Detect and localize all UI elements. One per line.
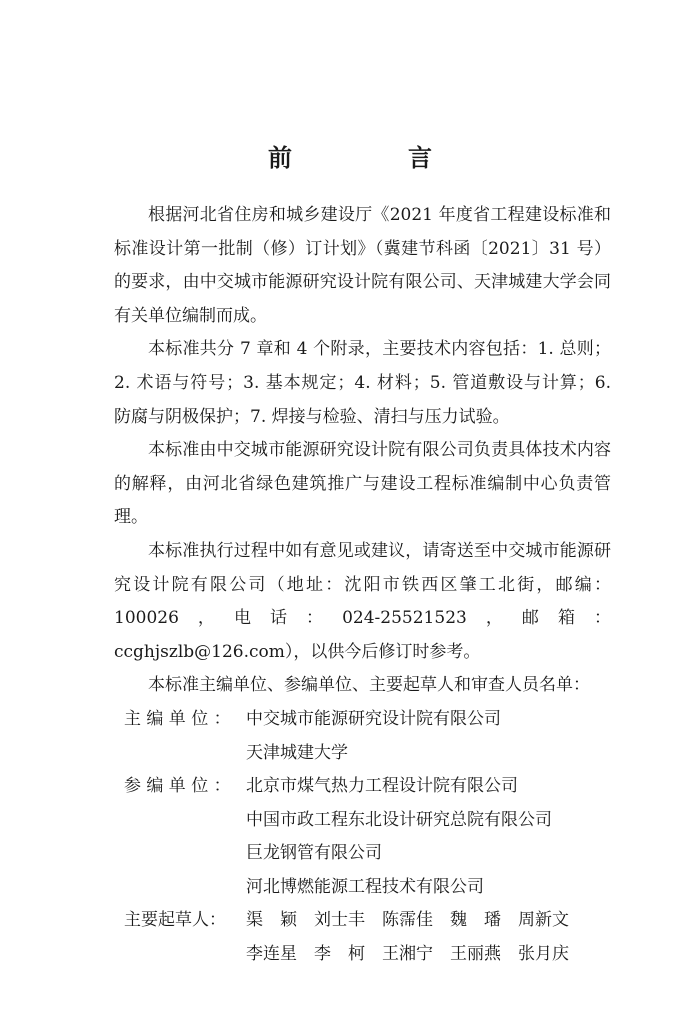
credit-value: 中国市政工程东北设计研究总院有限公司 [246, 809, 552, 830]
credit-value: 河北博燃能源工程技术有限公司 [246, 876, 484, 897]
credit-value: 中交城市能源研究设计院有限公司 [246, 708, 501, 729]
credit-values-chief-units [246, 703, 611, 770]
credit-label-drafters: 主要起草人： [124, 910, 226, 931]
credit-row-participating-units [114, 770, 611, 904]
credit-row-drafters [114, 904, 611, 971]
preface-body [114, 199, 611, 972]
paragraph-plan-basis: 根据河北省住房和城乡建设厅《2021 年度省工程建设标准和标准设计第一批制（修）订计划》（冀建节科函〔2021〕31 号）的要求，由中交城市能源研究设计院有限公司、天津城建大学会同有关单位编制而成。 [114, 205, 611, 326]
credit-value: 北京市煤气热力工程设计院有限公司 [246, 776, 518, 797]
credit-values-drafters [246, 904, 611, 971]
credit-value: 李连星 李 柯 王湘宁 王丽燕 张月庆 [246, 944, 569, 965]
credit-value: 巨龙钢管有限公司 [246, 843, 382, 864]
credit-label-participating-units: 参 编 单 位 ： [124, 776, 231, 797]
paragraph-responsibility: 本标准由中交城市能源研究设计院有限公司负责具体技术内容的解释，由河北省绿色建筑推广与建设工程标准编制中心负责管理。 [114, 440, 611, 528]
credit-label-chief-units: 主 编 单 位 ： [124, 708, 231, 729]
credit-values-participating-units [246, 770, 611, 904]
paragraph-contents: 本标准共分 7 章和 4 个附录，主要技术内容包括：1. 总则；2. 术语与符号；3. 基本规定；4. 材料；5. 管道敷设与计算；6. 防腐与阴极保护；7. 焊接与检验、清扫与压力试验。 [114, 339, 611, 427]
credits-list [114, 703, 611, 972]
credit-value: 渠 颖 刘士丰 陈霈佳 魏 璠 周新文 [246, 910, 569, 931]
paragraph-feedback: 本标准执行过程中如有意见或建议，请寄送至中交城市能源研究设计院有限公司（地址：沈阳市铁西区肇工北街，邮编：100026，电话：024-25521523，邮箱：ccghjszlb@126.com），以供今后修订时参考。 [114, 540, 611, 662]
credits-intro: 本标准主编单位、参编单位、主要起草人和审查人员名单： [148, 675, 590, 696]
credit-value: 天津城建大学 [246, 742, 348, 763]
credit-row-chief-units [114, 703, 611, 770]
page-title: 前 言 [268, 143, 478, 172]
